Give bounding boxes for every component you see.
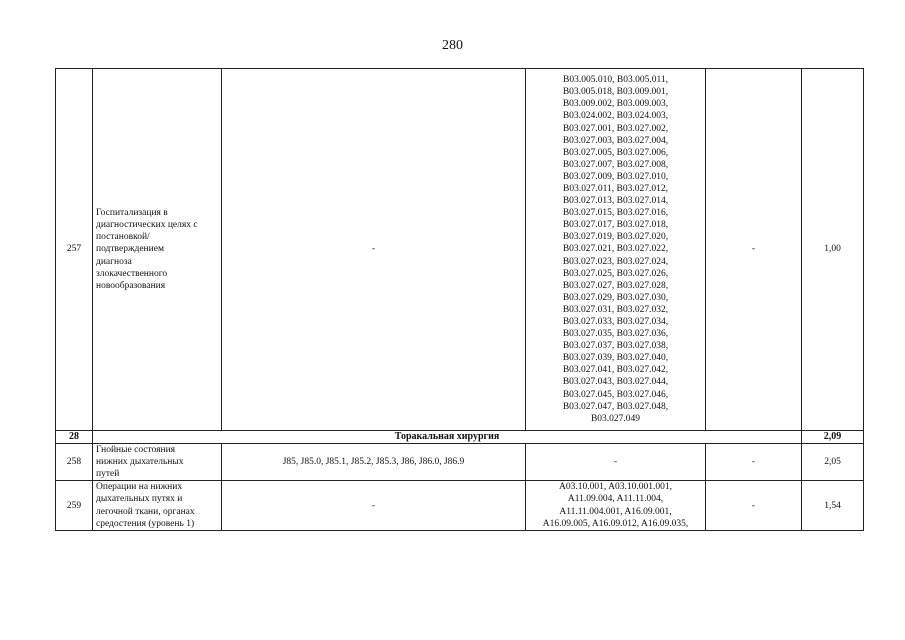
coefficient: 1,54 [802, 481, 864, 530]
row-number: 257 [56, 69, 93, 431]
service-code-line: B03.009.002, B03.009.003, [562, 99, 669, 110]
service-code-line: B03.027.049 [590, 413, 641, 424]
service-code-line: B03.027.003, B03.027.004, [562, 135, 669, 146]
service-code-line: B03.005.018, B03.009.001, [562, 87, 669, 98]
service-code-line: B03.027.027, B03.027.028, [562, 280, 669, 291]
name-line: Госпитализация в [96, 208, 168, 219]
name-line: диагноза [96, 256, 132, 267]
name-line: постановкой/ [96, 232, 150, 243]
diagnosis-codes: - [222, 69, 526, 431]
service-code-line: B03.027.039, B03.027.040, [562, 353, 669, 364]
service-code-line: B03.027.047, B03.027.048, [562, 401, 669, 412]
other-criteria: - [706, 69, 802, 431]
service-code-line: B03.027.029, B03.027.030, [562, 292, 669, 303]
service-code-line: B03.027.007, B03.027.008, [562, 159, 669, 170]
diagnosis-codes: J85, J85.0, J85.1, J85.2, J85.3, J86, J86.0, J86.9 [222, 444, 526, 481]
name-line: путей [96, 469, 120, 480]
service-code-line: B03.027.025, B03.027.026, [562, 268, 669, 279]
service-code-line: B03.027.011, B03.027.012, [563, 183, 668, 194]
service-code-line: B03.024.002, B03.024.003, [562, 111, 669, 122]
service-code-line: B03.027.009, B03.027.010, [562, 171, 669, 182]
service-code-line: B03.027.015, B03.027.016, [562, 208, 669, 219]
service-code-line: B03.027.041, B03.027.042, [562, 365, 669, 376]
name-line: подтверждением [96, 244, 164, 255]
service-code-line: A11.09.004, A11.11.004, [567, 494, 664, 505]
table-row-258 [56, 444, 864, 481]
service-code-line: A16.09.005, A16.09.012, A16.09.035, [542, 518, 689, 529]
service-code-line: B03.005.010, B03.005.011, [563, 75, 668, 86]
name-line: злокачественного [96, 268, 168, 279]
service-code-line: A03.10.001, A03.10.001.001, [559, 482, 672, 493]
row-number: 259 [56, 481, 93, 530]
name-line: новообразования [96, 280, 166, 291]
name-line: Операции на нижних [96, 482, 183, 493]
service-codes: - [526, 444, 706, 481]
other-criteria: - [706, 444, 802, 481]
table-row-257 [56, 69, 864, 431]
row-name [93, 481, 222, 530]
section-row-28 [56, 431, 864, 444]
service-code-line: B03.027.019, B03.027.020, [562, 232, 669, 243]
service-code-line: B03.027.023, B03.027.024, [562, 256, 669, 267]
name-line: дыхательных путях и [96, 494, 183, 505]
service-code-line: B03.027.005, B03.027.006, [562, 147, 669, 158]
name-line: нижних дыхательных [96, 457, 184, 468]
service-code-line: B03.027.031, B03.027.032, [562, 304, 669, 315]
service-code-line: B03.027.035, B03.027.036, [562, 329, 669, 340]
service-code-line: B03.027.045, B03.027.046, [562, 389, 669, 400]
diagnosis-codes: - [222, 481, 526, 530]
table-row-259 [56, 481, 864, 530]
section-coefficient: 2,09 [802, 431, 864, 444]
name-line: диагностических целях с [96, 220, 198, 231]
service-code-line: B03.027.037, B03.027.038, [562, 341, 669, 352]
service-codes [526, 481, 706, 530]
service-code-line: B03.027.043, B03.027.044, [562, 377, 669, 388]
row-name [93, 69, 222, 431]
section-number: 28 [56, 431, 93, 444]
service-code-line: A11.11.004.001, A16.09.001, [559, 506, 672, 517]
coefficient: 1,00 [802, 69, 864, 431]
service-code-line: B03.027.017, B03.027.018, [562, 220, 669, 231]
service-code-line: B03.027.013, B03.027.014, [562, 196, 669, 207]
section-title: Торакальная хирургия [93, 431, 802, 444]
tariff-table [55, 68, 864, 531]
service-code-line: B03.027.021, B03.027.022, [562, 244, 669, 255]
name-line: средостения (уровень 1) [96, 518, 195, 529]
service-codes [526, 69, 706, 431]
name-line: легочной ткани, органах [96, 506, 195, 517]
other-criteria: - [706, 481, 802, 530]
row-name [93, 444, 222, 481]
row-number: 258 [56, 444, 93, 481]
service-code-line: B03.027.001, B03.027.002, [562, 123, 669, 134]
name-line: Гнойные состояния [96, 445, 176, 456]
service-code-line: B03.027.033, B03.027.034, [562, 317, 669, 328]
coefficient: 2,05 [802, 444, 864, 481]
page-number: 280 [442, 38, 463, 53]
